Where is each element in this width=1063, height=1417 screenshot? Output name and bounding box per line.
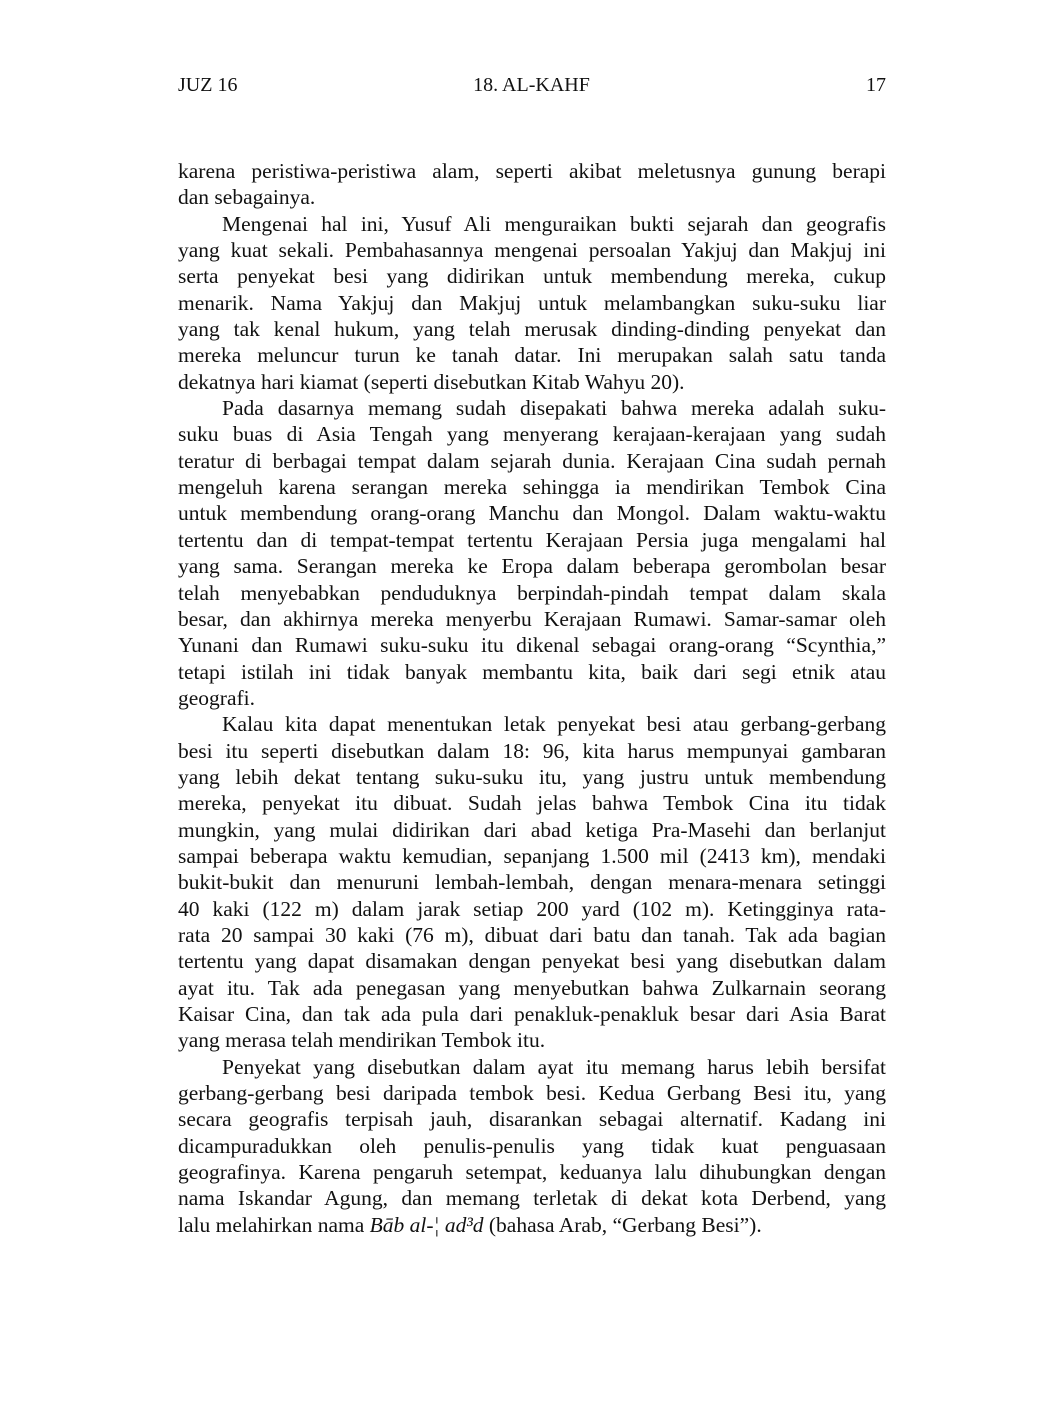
text-line: yang kuat sekali. Pembahasannya mengenai persoalan Yakjuj dan Makjuj ini xyxy=(178,238,886,263)
body-text xyxy=(178,158,886,1238)
text-line: Penyekat yang disebutkan dalam ayat itu memang harus lebih bersifat xyxy=(222,1054,886,1079)
text-line: untuk membendung orang-orang Manchu dan Mongol. Dalam waktu-waktu xyxy=(178,501,886,526)
text-line: bukit-bukit dan menuruni lembah-lembah, dengan menara-menara setinggi xyxy=(178,870,886,895)
text-line: dicampuradukkan oleh penulis-penulis yang tidak kuat penguasaan xyxy=(178,1133,886,1158)
running-header-surah: 18. AL-KAHF xyxy=(473,74,590,96)
text-line: yang sama. Serangan mereka ke Eropa dalam beberapa gerombolan besar xyxy=(178,554,886,579)
text-line: besi itu seperti disebutkan dalam 18: 96, kita harus mempunyai gambaran xyxy=(178,738,886,763)
text-line: mereka, penyekat itu dibuat. Sudah jelas bahwa Tembok Cina itu tidak xyxy=(178,791,886,816)
text-line: Pada dasarnya memang sudah disepakati bahwa mereka adalah suku- xyxy=(222,396,886,421)
text-line: menarik. Nama Yakjuj dan Makjuj untuk melambangkan suku-suku liar xyxy=(178,290,886,315)
paragraph xyxy=(178,211,886,395)
text-line: gerbang-gerbang besi daripada tembok besi. Kedua Gerbang Besi itu, yang xyxy=(178,1081,886,1106)
text-line: yang merasa telah mendirikan Tembok itu. xyxy=(178,1028,546,1053)
text-line: Kaisar Cina, dan tak ada pula dari penakluk-penakluk besar dari Asia Barat xyxy=(178,1002,886,1026)
text-line: secara geografis terpisah jauh, disarankan sebagai alternatif. Kadang ini xyxy=(178,1107,886,1132)
arabic-term: Bāb al-¦ ad³d xyxy=(369,1212,484,1237)
paragraph xyxy=(178,711,886,1053)
text-line: mengeluh karena serangan mereka sehingga ia mendirikan Tembok Cina xyxy=(178,475,886,500)
text-fragment: (bahasa Arab, “Gerbang Besi”). xyxy=(483,1212,762,1237)
text-line: tertentu yang dapat disamakan dengan penyekat besi yang disebutkan dalam xyxy=(178,949,886,974)
text-line: karena peristiwa-peristiwa alam, seperti akibat meletusnya gunung berapi xyxy=(178,159,886,183)
running-header-juz: JUZ 16 xyxy=(178,74,238,96)
paragraph xyxy=(178,395,886,711)
text-line: nama Iskandar Agung, dan memang terletak di dekat kota Derbend, yang xyxy=(178,1186,886,1211)
text-fragment: lalu melahirkan nama xyxy=(178,1212,370,1237)
text-line: yang tak kenal hukum, yang telah merusak dinding-dinding penyekat dan xyxy=(178,317,886,342)
text-line: mereka meluncur turun ke tanah datar. Ini merupakan salah satu tanda xyxy=(178,343,886,368)
text-line: ayat itu. Tak ada penegasan yang menyebutkan bahwa Zulkarnain seorang xyxy=(178,975,886,1000)
text-line: geografi. xyxy=(178,685,256,710)
text-line: 40 kaki (122 m) dalam jarak setiap 200 yard (102 m). Ketingginya rata- xyxy=(178,896,886,921)
text-line: dekatnya hari kiamat (seperti disebutkan Kitab Wahyu 20). xyxy=(178,369,685,394)
paragraph xyxy=(178,158,886,211)
text-line: yang lebih dekat tentang suku-suku itu, yang justru untuk membendung xyxy=(178,764,886,789)
text-line: sampai beberapa waktu kemudian, sepanjang 1.500 mil (2413 km), mendaki xyxy=(178,843,886,868)
text-line: dan sebagainya. xyxy=(178,185,316,210)
text-line: Yunani dan Rumawi suku-suku itu dikenal sebagai orang-orang “Scynthia,” xyxy=(178,633,886,658)
text-line: geografinya. Karena pengaruh setempat, keduanya lalu dihubungkan dengan xyxy=(178,1160,886,1185)
text-line: Mengenai hal ini, Yusuf Ali menguraikan bukti sejarah dan geografis xyxy=(222,211,886,236)
text-line: besar, dan akhirnya mereka menyerbu Kerajaan Rumawi. Samar-samar oleh xyxy=(178,606,886,631)
text-line: mungkin, yang mulai didirikan dari abad ketiga Pra-Masehi dan berlanjut xyxy=(178,817,886,842)
text-line: teratur di berbagai tempat dalam sejarah dunia. Kerajaan Cina sudah pernah xyxy=(178,448,886,473)
text-line: telah menyebabkan penduduknya berpindah-pindah tempat dalam skala xyxy=(178,580,886,605)
text-line xyxy=(178,1212,886,1238)
text-line: Kalau kita dapat menentukan letak penyekat besi atau gerbang-gerbang xyxy=(222,712,886,737)
page-number: 17 xyxy=(866,74,886,96)
text-line: serta penyekat besi yang didirikan untuk membendung mereka, cukup xyxy=(178,264,886,289)
text-line: suku buas di Asia Tengah yang menyerang kerajaan-kerajaan yang sudah xyxy=(178,422,886,447)
text-line: tertentu dan di tempat-tempat tertentu Kerajaan Persia juga mengalami hal xyxy=(178,527,886,552)
text-line: tetapi istilah ini tidak banyak membantu kita, baik dari segi etnik atau xyxy=(178,659,886,684)
text-line: rata 20 sampai 30 kaki (76 m), dibuat dari batu dan tanah. Tak ada bagian xyxy=(178,922,886,947)
paragraph xyxy=(178,1054,886,1238)
